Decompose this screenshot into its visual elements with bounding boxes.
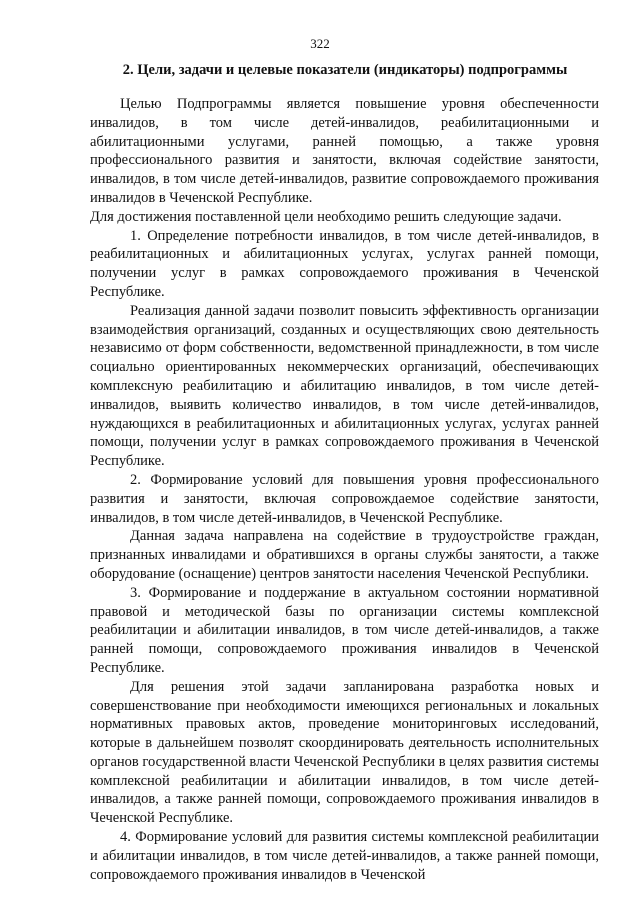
paragraph-goal: Целью Подпрограммы является повышение уровня обеспеченности инвалидов, в том числе детей-инвалидов, реабилитационными и абилитационными услугами, ранней помощью, а также уровня профессионального развития и занятости, включая содействие занятости, инвалидов, в том числе детей-инвалидов, развитие сопровождаемого проживания инвалидов в Чеченской Республике.	[90, 96, 599, 206]
paragraph-task-2-detail: Данная задача направлена на содействие в трудоустройстве граждан, признанных инвалидами и обратившихся в органы службы занятости, а также оборудование (оснащение) центров занятости населения Чеченской Республики.	[90, 528, 599, 582]
paragraph-task-4: 4. Формирование условий для развития системы комплексной реабилитации и абилитации инвалидов, в том числе детей-инвалидов, а также ранней помощи, сопровождаемого проживания инвалидов в Чеченской	[90, 829, 599, 883]
paragraph-task-3-detail: Для решения этой задачи запланирована разработка новых и совершенствование при необходимости имеющихся региональных и локальных нормативных правовых актов, проведение мониторинговых исследований, которые в дальнейшем позволят скоординировать деятельность исполнительных органов государственной власти Чеченской Республики в целях развития системы комплексной реабилитации и абилитации инвалидов, в том числе детей-инвалидов, а также ранней помощи, сопровождаемого проживания инвалидов в Чеченской Республике.	[90, 678, 599, 827]
paragraph-tasks-intro: Для достижения поставленной цели необходимо решить следующие задачи.	[90, 208, 562, 225]
section-title: 2. Цели, задачи и целевые показатели (индикаторы) подпрограммы	[122, 62, 568, 78]
paragraph-task-3: 3. Формирование и поддержание в актуальном состоянии нормативной правовой и методической базы по организации системы комплексной реабилитации и абилитации инвалидов, в том числе детей-инвалидов, а также ранней помощи, сопровождаемого проживания инвалидов в Чеченской Республике.	[90, 584, 599, 676]
paragraph-task-1-detail: Реализация данной задачи позволит повысить эффективность организации взаимодействия организаций, созданных и осуществляющих свою деятельность независимо от форм собственности, ведомственной принадлежности, в том числе социально ориентированных некоммерческих организаций, обеспечивающих комплексную реабилитацию и абилитацию инвалидов, в том числе детей-инвалидов, выявить количество инвалидов, в том числе детей-инвалидов, нуждающихся в реабилитационных и абилитационных услугах, услугах ранней помощи, получении услуг в рамках сопровождаемого проживания в Чеченской Республике.	[90, 302, 599, 470]
page-number: 322	[310, 36, 330, 51]
body-text	[90, 95, 599, 884]
paragraph-task-2: 2. Формирование условий для повышения уровня профессионального развития и занятости, включая сопровождаемое содействие занятости, инвалидов, в том числе детей-инвалидов, в Чеченской Республике.	[90, 471, 599, 526]
paragraph-task-1: 1. Определение потребности инвалидов, в том числе детей-инвалидов, в реабилитационных и абилитационных услугах, услугах ранней помощи, получении услуг в рамках сопровождаемого проживания в Чеченской Республике.	[90, 227, 599, 300]
